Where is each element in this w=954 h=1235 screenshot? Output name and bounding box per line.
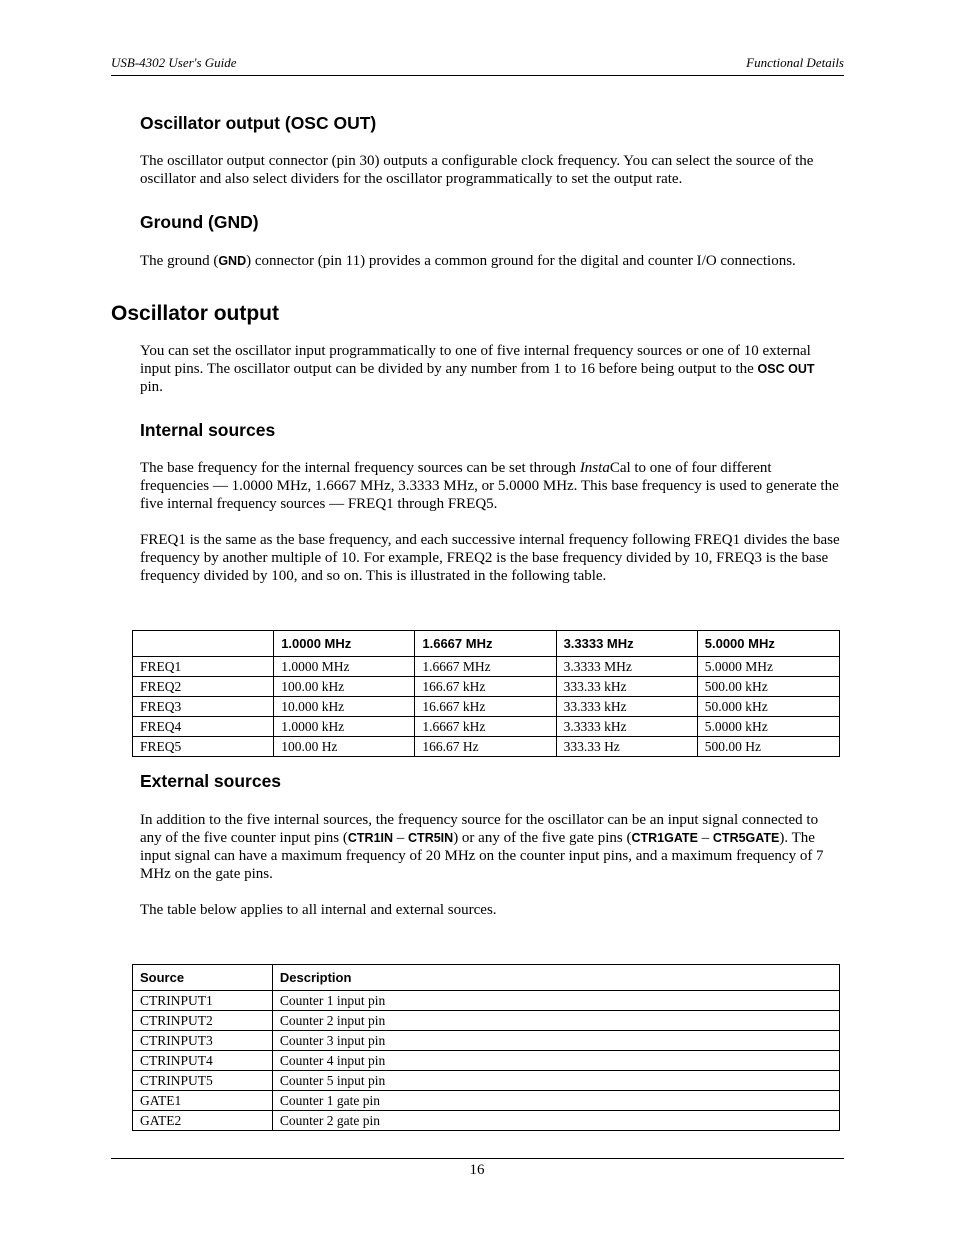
- header-doc-title: USB-4302 User's Guide: [111, 55, 237, 70]
- table-cell: 500.00 kHz: [697, 677, 839, 697]
- table-cell: Counter 4 input pin: [272, 1051, 839, 1071]
- running-header: [111, 55, 844, 76]
- table-header-cell: 5.0000 MHz: [697, 631, 839, 657]
- table-cell: 166.67 Hz: [415, 737, 556, 757]
- table-header-cell: 3.3333 MHz: [556, 631, 697, 657]
- table-row: [133, 1051, 840, 1071]
- table-cell: 10.000 kHz: [274, 697, 415, 717]
- gnd-heading: Ground (GND): [140, 212, 259, 232]
- table-cell: 1.6667 MHz: [415, 657, 556, 677]
- frequency-table: [132, 630, 840, 757]
- table-header-cell: Source: [133, 965, 273, 991]
- source-table: [132, 964, 840, 1131]
- table-cell: 1.6667 kHz: [415, 717, 556, 737]
- table-row: [133, 717, 840, 737]
- table-row: [133, 677, 840, 697]
- table-cell: FREQ1: [133, 657, 274, 677]
- table-cell: 3.3333 kHz: [556, 717, 697, 737]
- table-cell: CTRINPUT4: [133, 1051, 273, 1071]
- table-header-row: [133, 965, 840, 991]
- table-cell: CTRINPUT3: [133, 1031, 273, 1051]
- internal-sources-heading: Internal sources: [140, 420, 276, 440]
- table-cell: 333.33 Hz: [556, 737, 697, 757]
- table-cell: 100.00 kHz: [274, 677, 415, 697]
- table-cell: 100.00 Hz: [274, 737, 415, 757]
- table-row: [133, 657, 840, 677]
- internal-sources-paragraph-1: The base frequency for the internal frequency sources can be set through InstaCal to one of four different frequencies — 1.0000 MHz, 1.6667 MHz, 3.3333 MHz, or 5.0000 MHz. This base frequency is used to generate the five internal frequency sources — FREQ1 through FREQ5.: [140, 460, 839, 512]
- internal-sources-paragraph-2: FREQ1 is the same as the base frequency, and each successive internal frequency following FREQ1 divides the base frequency by another multiple of 10. For example, FREQ2 is the base frequency divided by 10, FREQ3 is the base frequency divided by 100, and so on. This is illustrated in the following table.: [140, 532, 840, 584]
- table-cell: Counter 5 input pin: [272, 1071, 839, 1091]
- table-cell: GATE2: [133, 1111, 273, 1131]
- footer-rule: [111, 1158, 844, 1159]
- table-row: [133, 1091, 840, 1111]
- table-cell: 500.00 Hz: [697, 737, 839, 757]
- table-row: [133, 991, 840, 1011]
- table-cell: CTRINPUT5: [133, 1071, 273, 1091]
- table-row: [133, 1071, 840, 1091]
- table-cell: Counter 2 input pin: [272, 1011, 839, 1031]
- table-header-cell: [133, 631, 274, 657]
- page-number: 16: [469, 1162, 485, 1178]
- table-row: [133, 1011, 840, 1031]
- header-section-title: Functional Details: [746, 55, 844, 70]
- table-cell: 333.33 kHz: [556, 677, 697, 697]
- table-header-cell: 1.6667 MHz: [415, 631, 556, 657]
- table-cell: Counter 2 gate pin: [272, 1111, 839, 1131]
- table-row: [133, 697, 840, 717]
- table-cell: FREQ3: [133, 697, 274, 717]
- table-cell: Counter 1 gate pin: [272, 1091, 839, 1111]
- table-cell: 5.0000 kHz: [697, 717, 839, 737]
- table-row: [133, 737, 840, 757]
- table-cell: 1.0000 kHz: [274, 717, 415, 737]
- table-cell: FREQ4: [133, 717, 274, 737]
- table-cell: Counter 1 input pin: [272, 991, 839, 1011]
- external-sources-paragraph-1: In addition to the five internal sources, the frequency source for the oscillator can be an input signal connected to any of the five counter input pins (CTR1IN – CTR5IN) or any of the five gate pins (CTR1GATE – CTR5GATE). The input signal can have a maximum frequency of 20 MHz on the counter input pins, and a maximum frequency of 7 MHz on the gate pins.: [140, 812, 824, 882]
- external-sources-heading: External sources: [140, 771, 282, 791]
- table-cell: GATE1: [133, 1091, 273, 1111]
- table-cell: CTRINPUT2: [133, 1011, 273, 1031]
- table-cell: 50.000 kHz: [697, 697, 839, 717]
- table-cell: 5.0000 MHz: [697, 657, 839, 677]
- table-cell: 16.667 kHz: [415, 697, 556, 717]
- table-cell: FREQ5: [133, 737, 274, 757]
- osc-out-paragraph: The oscillator output connector (pin 30) outputs a configurable clock frequency. You can select the source of the oscillator and also select dividers for the oscillator programmatically to set the output rate.: [140, 153, 814, 187]
- osc-out-heading: Oscillator output (OSC OUT): [140, 113, 377, 133]
- table-cell: 166.67 kHz: [415, 677, 556, 697]
- table-row: [133, 1031, 840, 1051]
- table-row: [133, 1111, 840, 1131]
- table-cell: 33.333 kHz: [556, 697, 697, 717]
- gnd-paragraph: The ground (GND) connector (pin 11) provides a common ground for the digital and counter I/O connections.: [140, 253, 796, 269]
- oscillator-output-heading: Oscillator output: [111, 302, 279, 325]
- external-sources-paragraph-2: The table below applies to all internal and external sources.: [140, 902, 497, 918]
- table-cell: FREQ2: [133, 677, 274, 697]
- table-header-cell: Description: [272, 965, 839, 991]
- oscillator-output-paragraph: You can set the oscillator input programmatically to one of five internal frequency sources or one of 10 external input pins. The oscillator output can be divided by any number from 1 to 16 before being output to the OSC OUT pin.: [140, 343, 815, 395]
- table-header-cell: 1.0000 MHz: [274, 631, 415, 657]
- table-cell: 1.0000 MHz: [274, 657, 415, 677]
- table-cell: Counter 3 input pin: [272, 1031, 839, 1051]
- table-cell: CTRINPUT1: [133, 991, 273, 1011]
- table-cell: 3.3333 MHz: [556, 657, 697, 677]
- table-header-row: [133, 631, 840, 657]
